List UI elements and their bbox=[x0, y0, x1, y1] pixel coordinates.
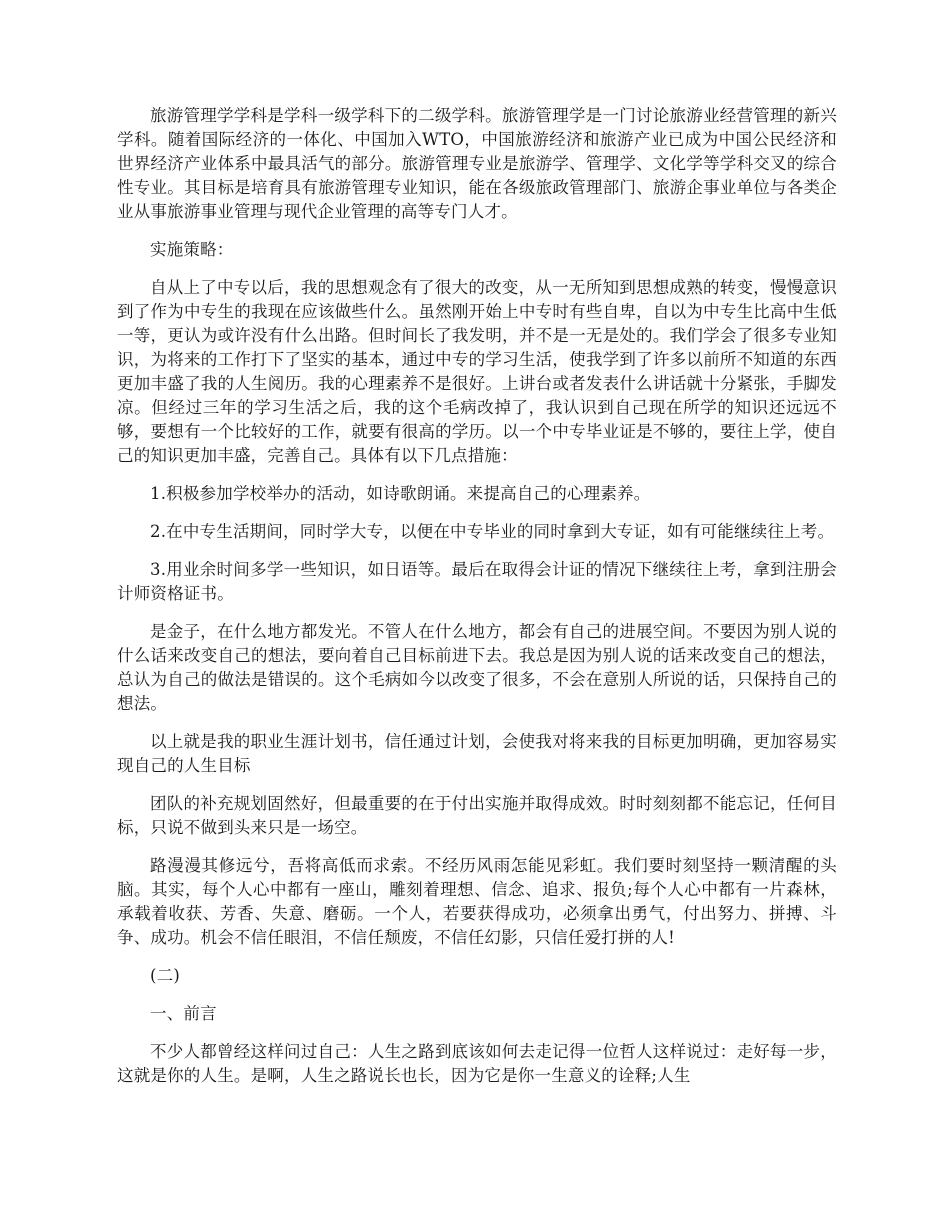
paragraph-summary: 以上就是我的职业生涯计划书，信任通过计划，会使我对将来我的目标更加明确，更加容易实现自己的人生目标 bbox=[117, 732, 837, 775]
paragraph-strategy-heading: 实施策略： bbox=[150, 240, 234, 259]
paragraph-self-reflection: 自从上了中专以后，我的思想观念有了很大的改变，从一无所知到思想成熟的转变，慢慢意识到了作为中专生的我现在应该做些什么。虽然刚开始上中专时有些自卑，自以为中专生比高中生低一等，更认为或许没有什么出路。但时间长了我发明，并不是一无是处的。我们学会了很多专业知识，为将来的工作打下了坚实的基本，通过中专的学习生活，使我学到了许多以前所不知道的东西更加丰盛了我的人生阅历。我的心理素养不是很好。上讲台或者发表什么讲话就十分紧张，手脚发凉。但经过三年的学习生活之后，我的这个毛病改掉了，我认识到自己现在所学的知识还远远不够，要想有一个比较好的工作，就要有很高的学历。以一个中专毕业证是不够的，要往上学，使自己的知识更加丰盛，完善自己。具体有以下几点措施： bbox=[117, 278, 837, 465]
paragraph-measure-3: 3.用业余时间多学一些知识，如日语等。最后在取得会计证的情况下继续往上考，拿到注册会计师资格证书。 bbox=[117, 560, 837, 603]
section-heading-preface: 一、前言 bbox=[150, 1004, 217, 1023]
paragraph-measure-2: 2.在中专生活期间，同时学大专，以便在中专毕业的同时拿到大专证，如有可能继续往上考。 bbox=[150, 522, 835, 541]
paragraph-team: 团队的补充规划固然好，但最重要的在于付出实施并取得成效。时时刻刻都不能忘记，任何目标，只说不做到头来只是一场空。 bbox=[117, 794, 837, 837]
paragraph-road: 路漫漫其修远兮，吾将高低而求索。不经历风雨怎能见彩虹。我们要时刻坚持一颗清醒的头脑。其实，每个人心中都有一座山，雕刻着理想、信念、追求、报负;每个人心中都有一片森林，承载着收获、芳香、失意、磨砺。一个人，若要获得成功，必须拿出勇气，付出努力、拼搏、斗争、成功。机会不信任眼泪，不信任颓废，不信任幻影，只信任爱打拼的人! bbox=[117, 856, 837, 947]
section-number: (二) bbox=[150, 966, 180, 985]
paragraph-gold: 是金子，在什么地方都发光。不管人在什么地方，都会有自己的进展空间。不要因为别人说的什么话来改变自己的想法，要向着自己目标前进下去。我总是因为别人说的话来改变自己的想法，总认为自己的做法是错误的。这个毛病如今以改变了很多，不会在意别人所说的话，只保持自己的想法。 bbox=[117, 622, 837, 713]
paragraph-intro: 旅游管理学学科是学科一级学科下的二级学科。旅游管理学是一门讨论旅游业经营管理的新兴学科。随着国际经济的一体化、中国加入WTO，中国旅游经济和旅游产业已成为中国公民经济和世界经济产业体系中最具活气的部分。旅游管理专业是旅游学、管理学、文化学等学科交叉的综合性专业。其目标是培育具有旅游管理专业知识，能在各级旅政管理部门、旅游企事业单位与各类企业从事旅游事业管理与现代企业管理的高等专门人才。 bbox=[117, 106, 837, 221]
paragraph-measure-1: 1.积极参加学校举办的活动，如诗歌朗诵。来提高自己的心理素养。 bbox=[150, 484, 651, 503]
document-page bbox=[117, 104, 837, 1102]
paragraph-preface: 不少人都曾经这样问过自己：人生之路到底该如何去走记得一位哲人这样说过：走好每一步，这就是你的人生。是啊，人生之路说长也长，因为它是你一生意义的诠释;人生 bbox=[117, 1042, 837, 1085]
